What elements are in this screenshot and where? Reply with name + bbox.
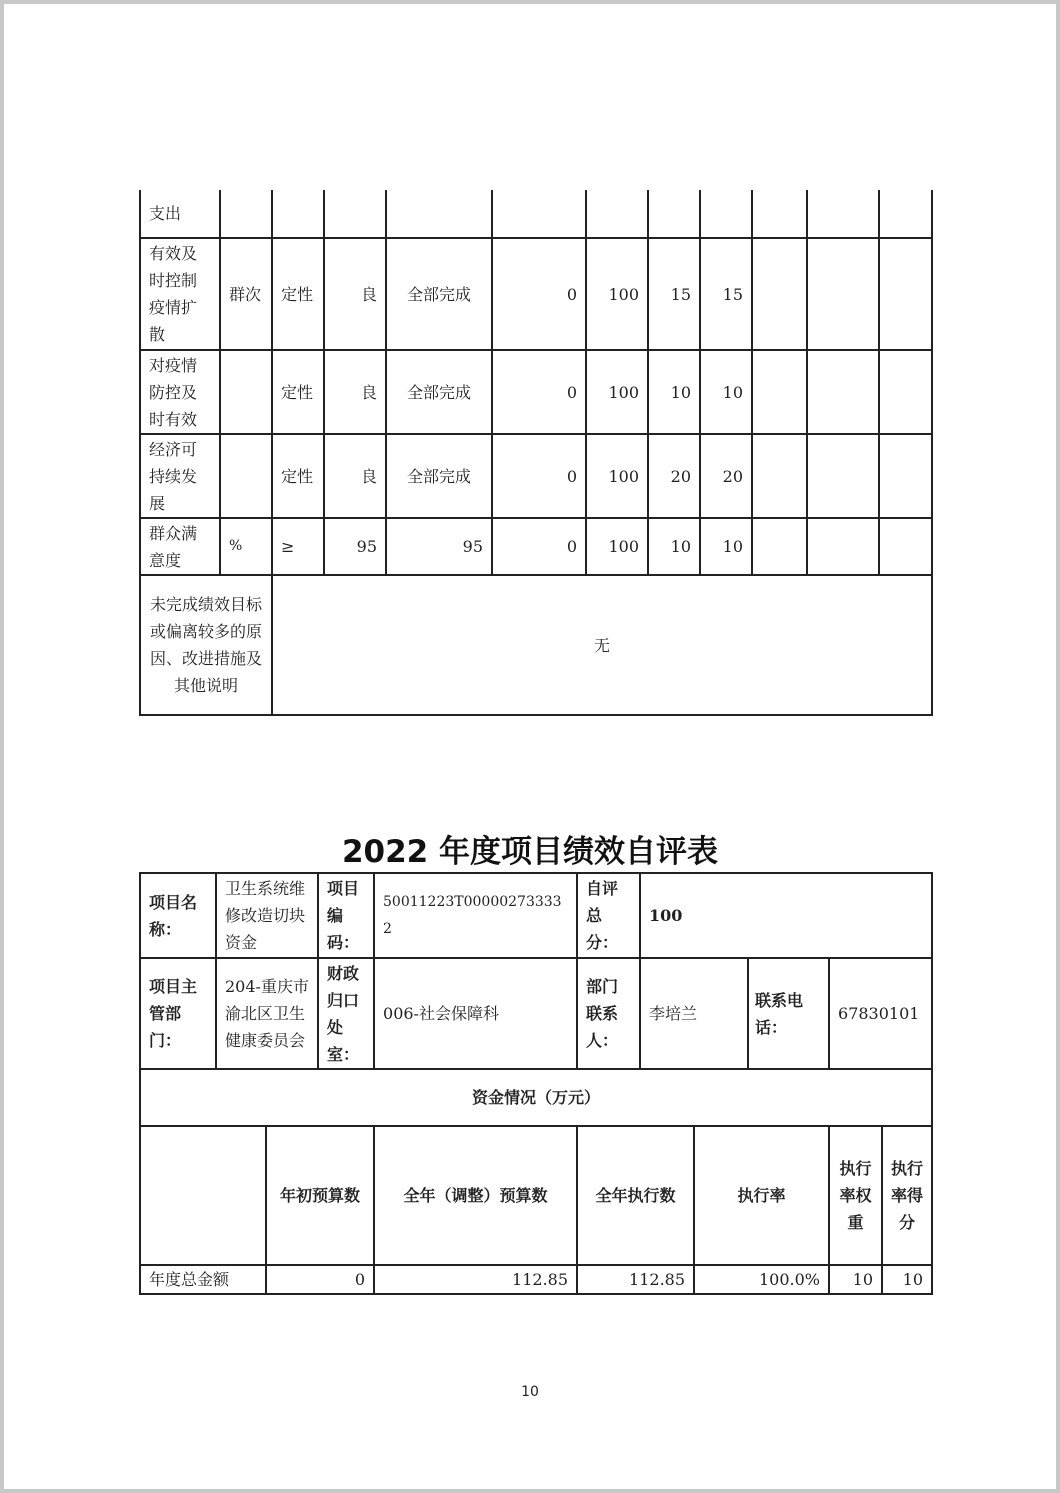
indicator-unit	[220, 350, 272, 434]
completion: 100	[586, 350, 648, 434]
header-execution-rate: 执行率	[694, 1126, 829, 1265]
weight: 15	[648, 238, 700, 350]
table-row	[140, 958, 932, 1069]
table-row	[140, 350, 932, 434]
dept-name: 204-重庆市渝北区卫生健康委员会	[216, 958, 318, 1069]
score: 20	[700, 434, 752, 518]
table-cell	[807, 518, 879, 575]
indicator-name: 支出	[140, 190, 220, 238]
indicator-name: 群众满意度	[140, 518, 220, 575]
target-value: 良	[324, 350, 386, 434]
table-cell	[807, 434, 879, 518]
header-initial-budget: 年初预算数	[266, 1126, 374, 1265]
actual-value: 全部完成	[386, 238, 492, 350]
table-cell	[752, 518, 807, 575]
target-value: 良	[324, 434, 386, 518]
indicator-name: 有效及时控制疫情扩散	[140, 238, 220, 350]
initial-budget-value: 0	[266, 1265, 374, 1294]
document-page	[4, 4, 1056, 1489]
deviation: 0	[492, 434, 586, 518]
project-code: 50011223T000002733332	[374, 873, 577, 958]
header-rate-score: 执行率得分	[882, 1126, 932, 1265]
table-cell	[272, 190, 324, 238]
phone-label: 联系电话：	[748, 958, 829, 1069]
table-row	[140, 238, 932, 350]
indicator-unit: %	[220, 518, 272, 575]
table-cell	[807, 238, 879, 350]
table-cell	[752, 238, 807, 350]
funds-section-title: 资金情况（万元）	[140, 1069, 932, 1126]
table-cell	[879, 518, 932, 575]
table-row	[140, 1126, 932, 1265]
dept-label: 项目主管部门：	[140, 958, 216, 1069]
indicator-name: 对疫情防控及时有效	[140, 350, 220, 434]
target-value: 良	[324, 238, 386, 350]
table-row	[140, 190, 932, 238]
table-cell	[648, 190, 700, 238]
actual-value: 95	[386, 518, 492, 575]
header-cell	[140, 1126, 266, 1265]
table-cell	[220, 190, 272, 238]
rate-score-value: 10	[882, 1265, 932, 1294]
indicator-unit	[220, 434, 272, 518]
table-cell	[807, 350, 879, 434]
table-row	[140, 1069, 932, 1126]
project-code-label: 项目编码：	[318, 873, 374, 958]
completion: 100	[586, 238, 648, 350]
weight: 10	[648, 350, 700, 434]
adjusted-budget-value: 112.85	[374, 1265, 577, 1294]
phone-number: 67830101	[829, 958, 932, 1069]
target-value: 95	[324, 518, 386, 575]
project-name: 卫生系统维修改造切块资金	[216, 873, 318, 958]
indicator-unit: 群次	[220, 238, 272, 350]
table-cell	[586, 190, 648, 238]
self-evaluation-table	[139, 872, 933, 1295]
table-cell	[492, 190, 586, 238]
table-cell	[752, 434, 807, 518]
table-cell	[386, 190, 492, 238]
indicator-name: 经济可持续发展	[140, 434, 220, 518]
table-row	[140, 575, 932, 715]
indicator-type: 定性	[272, 238, 324, 350]
indicator-type: ≥	[272, 518, 324, 575]
deviation: 0	[492, 350, 586, 434]
explanation-label: 未完成绩效目标或偏离较多的原因、改进措施及其他说明	[140, 575, 272, 715]
executed-value: 112.85	[577, 1265, 694, 1294]
completion: 100	[586, 518, 648, 575]
finance-label: 财政归口处室：	[318, 958, 374, 1069]
table-row	[140, 1265, 932, 1294]
page-title: 2022 年度项目绩效自评表	[341, 834, 719, 870]
table-cell	[879, 350, 932, 434]
project-name-label: 项目名称：	[140, 873, 216, 958]
header-rate-weight: 执行率权重	[829, 1126, 882, 1265]
page-number: 10	[521, 1384, 539, 1400]
execution-rate-value: 100.0%	[694, 1265, 829, 1294]
contact-label: 部门联系人：	[577, 958, 640, 1069]
table-cell	[879, 434, 932, 518]
indicator-type: 定性	[272, 434, 324, 518]
table-row	[140, 518, 932, 575]
score-label: 自评总分：	[577, 873, 640, 958]
total-score: 100	[640, 873, 932, 958]
table-row	[140, 873, 932, 958]
rate-weight-value: 10	[829, 1265, 882, 1294]
explanation-value: 无	[272, 575, 932, 715]
indicator-type: 定性	[272, 350, 324, 434]
header-executed: 全年执行数	[577, 1126, 694, 1265]
table-cell	[879, 190, 932, 238]
finance-office: 006-社会保障科	[374, 958, 577, 1069]
total-amount-label: 年度总金额	[140, 1265, 266, 1294]
performance-indicator-table	[139, 190, 933, 716]
contact-person: 李培兰	[640, 958, 748, 1069]
table-cell	[879, 238, 932, 350]
score: 15	[700, 238, 752, 350]
score: 10	[700, 350, 752, 434]
table-cell	[752, 350, 807, 434]
score: 10	[700, 518, 752, 575]
actual-value: 全部完成	[386, 350, 492, 434]
deviation: 0	[492, 518, 586, 575]
completion: 100	[586, 434, 648, 518]
weight: 10	[648, 518, 700, 575]
table-cell	[752, 190, 807, 238]
deviation: 0	[492, 238, 586, 350]
table-row	[140, 434, 932, 518]
table-cell	[700, 190, 752, 238]
table-cell	[807, 190, 879, 238]
header-adjusted-budget: 全年（调整）预算数	[374, 1126, 577, 1265]
weight: 20	[648, 434, 700, 518]
table-cell	[324, 190, 386, 238]
actual-value: 全部完成	[386, 434, 492, 518]
